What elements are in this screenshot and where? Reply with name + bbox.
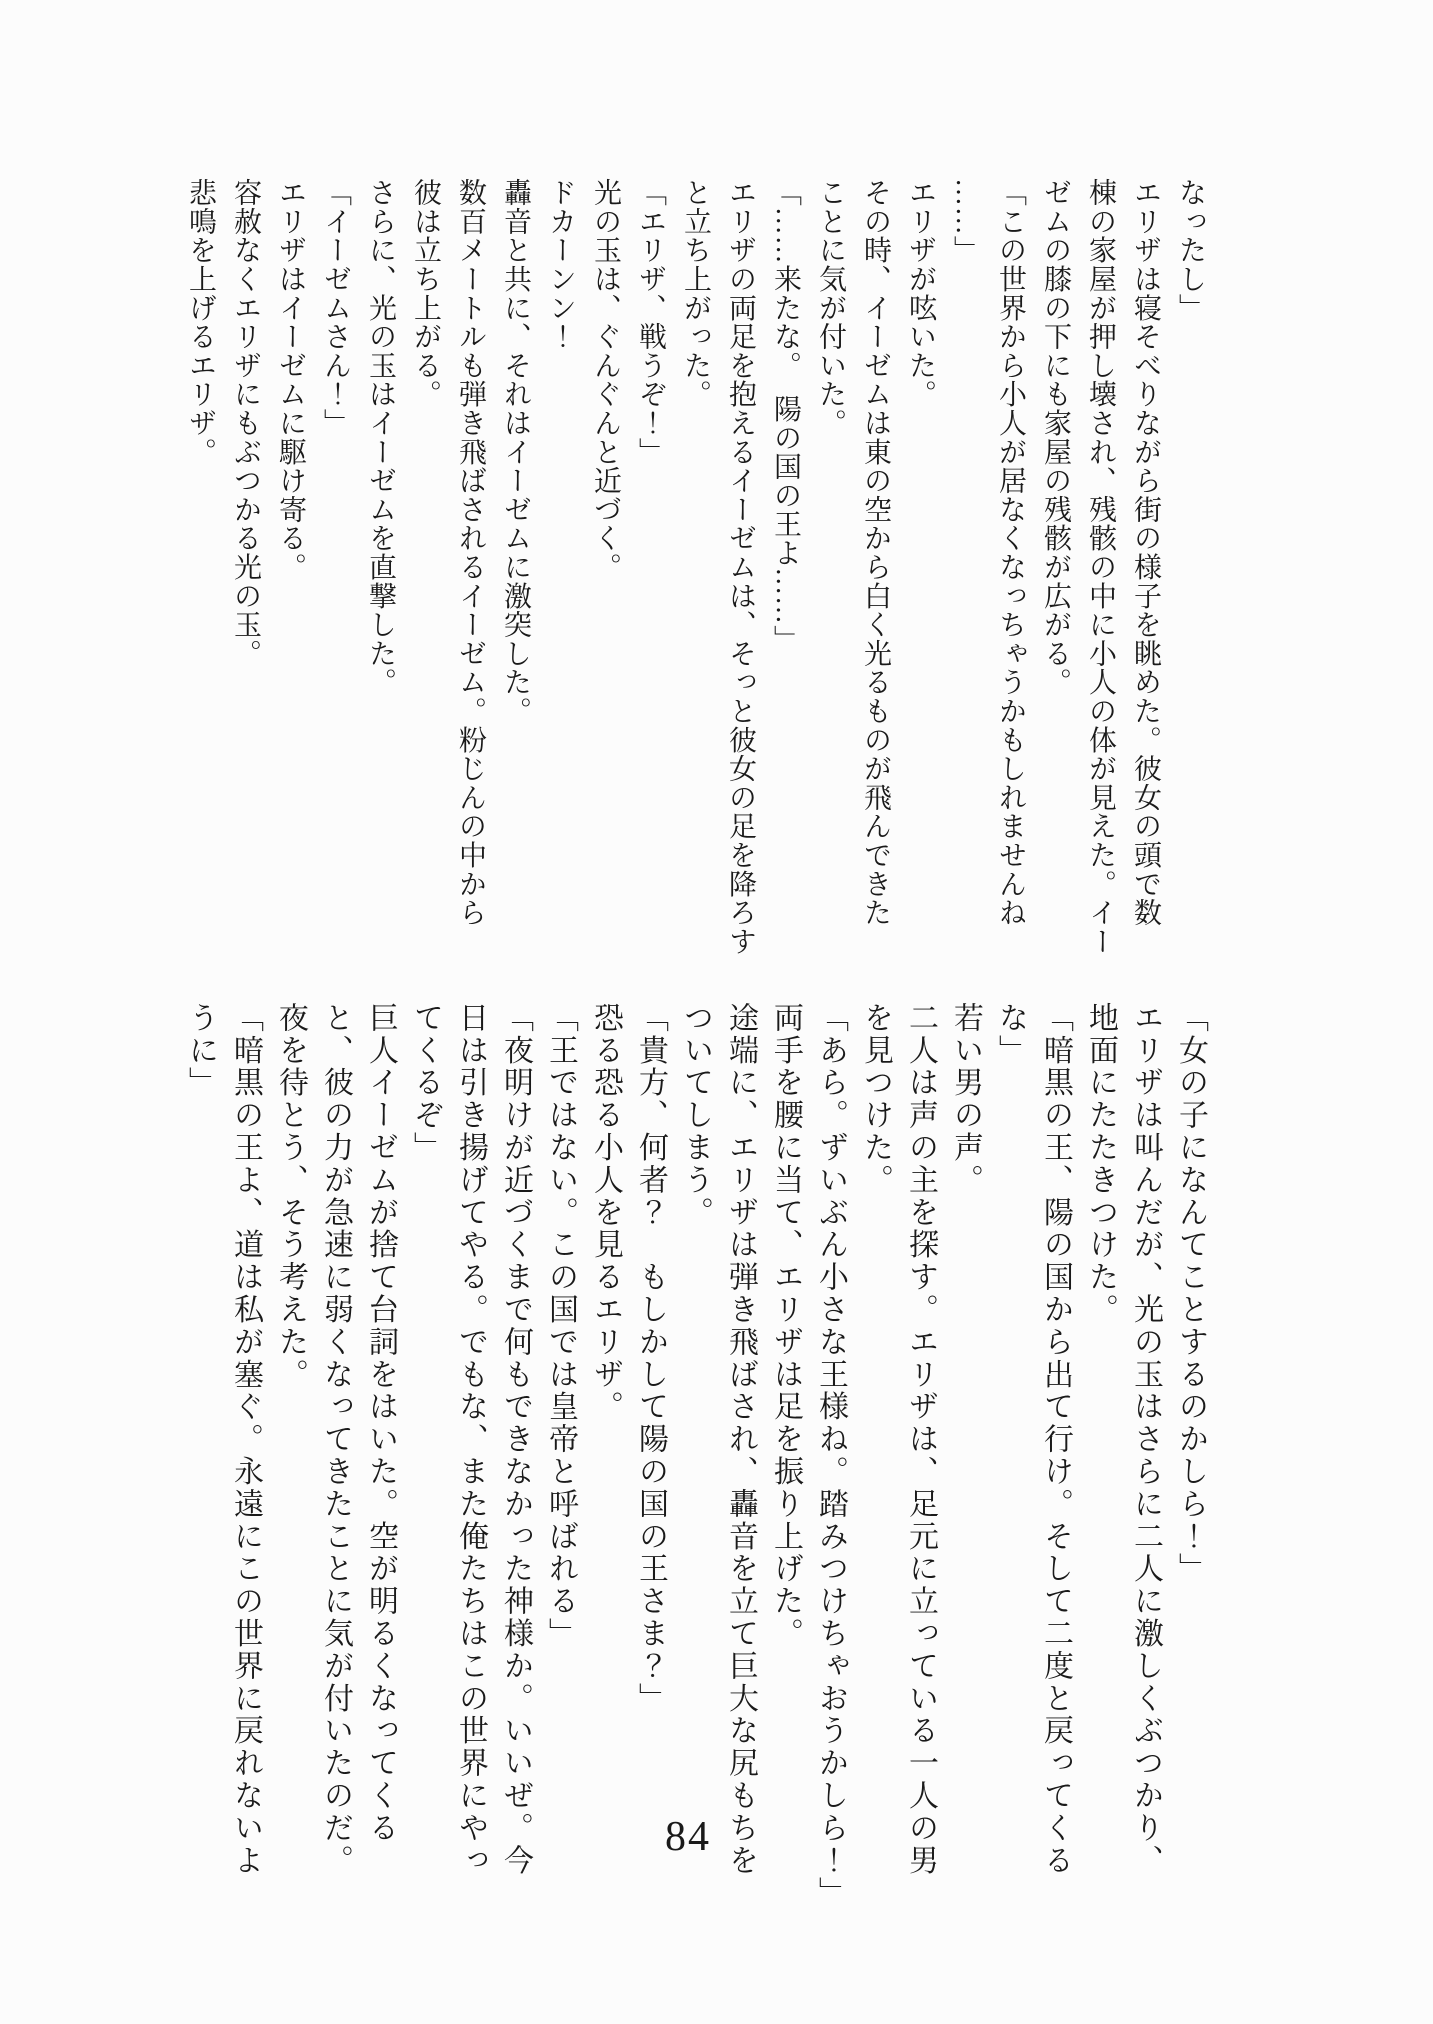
text-column: 棟の家屋が押し壊され、残骸の中に小人の体が見えた。イー [1085,178,1116,956]
text-column: を見つけた。 [859,1002,892,1197]
text-column: 夜を待とう、そう考えた。 [274,1002,307,1391]
text-column: と、彼の力が急速に弱くなってきたことに気が付いたのだ。 [319,1002,352,1877]
text-column: 「夜明けが近づくまで何もできなかった神様か。いいぜ。今 [499,1002,532,1877]
text-column: ことに気が付いた。 [815,178,846,438]
text-column: 日は引き揚げてやる。でもな、また俺たちはこの世界にやっ [454,1002,487,1877]
text-column: エリザは叫んだが、光の玉はさらに二人に激しくぶつかり、 [1129,1002,1162,1877]
text-column: 彼は立ち上がる。 [410,178,441,409]
text-column: 地面にたたきつけた。 [1084,1002,1117,1326]
text-column: 「女の子になんてことするのかしら！」 [1174,1002,1207,1586]
text-column: 「王ではない。この国では皇帝と呼ばれる」 [544,1002,577,1650]
text-column: 両手を腰に当て、エリザは足を振り上げた。 [769,1002,802,1650]
text-column: その時、イーゼムは東の空から白く光るものが飛んできた [860,178,891,927]
text-block-bottom [178,1002,1213,1910]
text-column: 巨人イーゼムが捨て台詞をはいた。空が明るくなってくる [364,1002,397,1845]
text-column: ゼムの膝の下にも家屋の残骸が広がる。 [1040,178,1071,697]
text-column: 「貴方、何者？ もしかして陽の国の王さま？」 [634,1002,667,1715]
text-column: 途端に、エリザは弾き飛ばされ、轟音を立て巨大な尻もちを [724,1002,757,1877]
text-column: 「暗黒の王、陽の国から出て行け。そして二度と戻ってくる [1039,1002,1072,1877]
text-column: てくるぞ」 [409,1002,442,1164]
text-column: 二人は声の主を探す。エリザは、足元に立っている一人の男 [904,1002,937,1877]
text-column: 悲鳴を上げるエリザ。 [185,178,216,466]
text-column: 数百メートルも弾き飛ばされるイーゼム。粉じんの中から [455,178,486,927]
text-column: 光の玉は、ぐんぐんと近づく。 [590,178,621,582]
text-column: ついてしまう。 [679,1002,712,1229]
text-column: 「イーゼムさん！」 [320,178,351,438]
text-column: ……」 [950,178,981,265]
text-column: 容赦なくエリザにもぶつかる光の玉。 [230,178,261,668]
text-column: さらに、光の玉はイーゼムを直撃した。 [365,178,396,697]
text-column: 「エリザ、戦うぞ！」 [635,178,666,466]
text-column: 「あら。ずいぶん小さな王様ね。踏みつけちゃおうかしら！」 [814,1002,847,1910]
text-column: なったし」 [1175,178,1206,322]
text-column: 恐る恐る小人を見るエリザ。 [589,1002,622,1424]
text-column: 轟音と共に、それはイーゼムに激突した。 [500,178,531,726]
text-column: エリザは寝そべりながら街の様子を眺めた。彼女の頭で数 [1130,178,1161,927]
text-column: ドカーンン！ [545,178,576,351]
text-column: 「この世界から小人が居なくなっちゃうかもしれませんね [995,178,1026,927]
text-block-top [178,178,1213,956]
text-column: な」 [994,1002,1027,1067]
text-column: 若い男の声。 [949,1002,982,1197]
text-column: と立ち上がった。 [680,178,711,409]
text-column: うに」 [184,1002,217,1100]
page-number: 84 [665,1814,711,1860]
text-column: エリザはイーゼムに駆け寄る。 [275,178,306,582]
text-column: 「暗黒の王よ、道は私が塞ぐ。永遠にこの世界に戻れないよ [229,1002,262,1877]
text-column: 「……来たな。 陽の国の王よ……」 [770,178,801,654]
text-column: エリザの両足を抱えるイーゼムは、そっと彼女の足を降ろす [725,178,756,956]
text-column: エリザが呟いた。 [905,178,936,409]
